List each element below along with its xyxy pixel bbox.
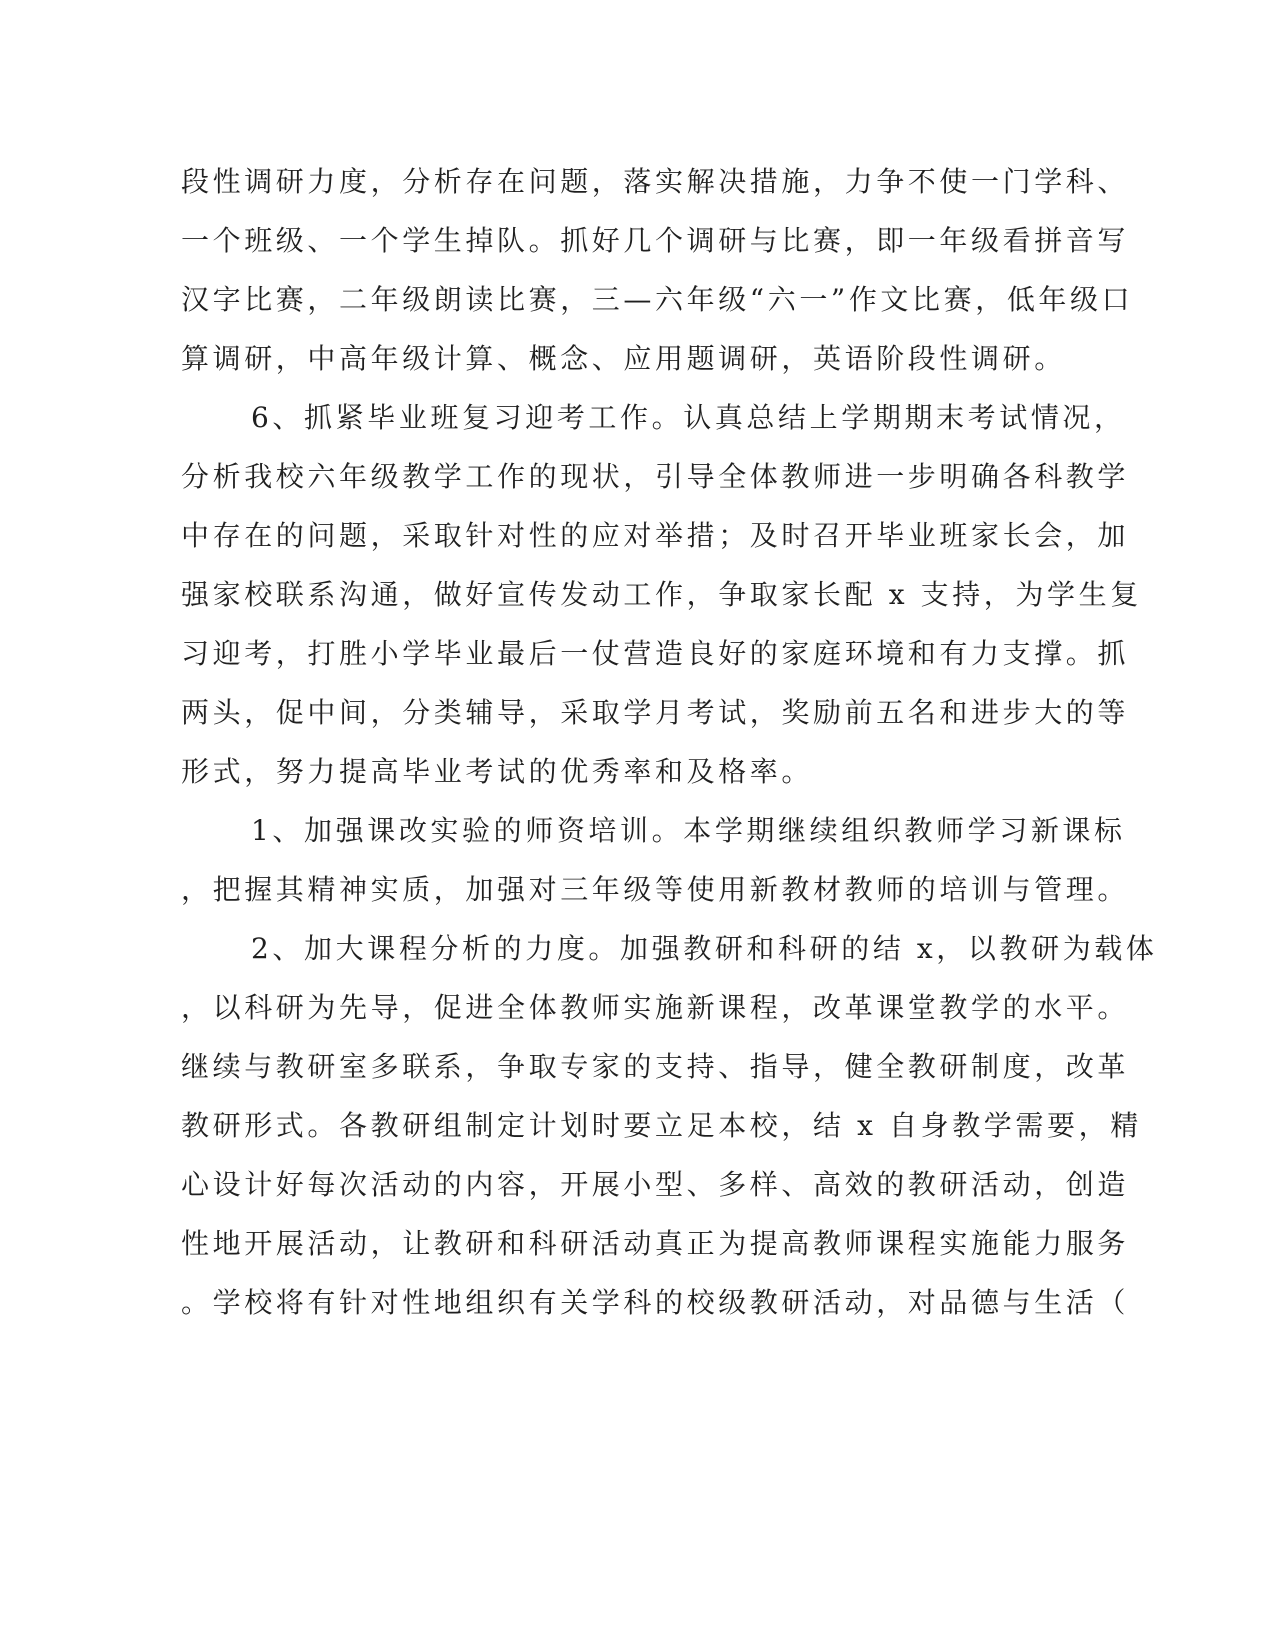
text-line: 形式，努力提高毕业考试的优秀率和及格率。 <box>181 755 814 788</box>
paragraph-start-line: 6、抓紧毕业班复习迎考工作。认真总结上学期期末考试情况， <box>251 401 1126 434</box>
text-line: 习迎考，打胜小学毕业最后一仗营造良好的家庭环境和有力支撑。抓 <box>181 637 1130 670</box>
text-line: ，以科研为先导，促进全体教师实施新课程，改革课堂教学的水平。 <box>181 991 1130 1024</box>
text-line: 算调研，中高年级计算、概念、应用题调研，英语阶段性调研。 <box>181 342 1066 375</box>
text-line: 。学校将有针对性地组织有关学科的校级教研活动，对品德与生活（ <box>181 1286 1130 1319</box>
paragraph-start-line: 1、加强课改实验的师资培训。本学期继续组织教师学习新课标 <box>251 814 1126 847</box>
text-line: 性地开展活动，让教研和科研活动真正为提高教师课程实施能力服务 <box>181 1227 1130 1260</box>
text-line: 段性调研力度，分析存在问题，落实解决措施，力争不使一门学科、 <box>181 165 1130 198</box>
text-line: 心设计好每次活动的内容，开展小型、多样、高效的教研活动，创造 <box>181 1168 1130 1201</box>
text-line: 汉字比赛，二年级朗读比赛，三—六年级“六一”作文比赛，低年级口 <box>181 283 1134 316</box>
text-line: 两头，促中间，分类辅导，采取学月考试，奖励前五名和进步大的等 <box>181 696 1130 729</box>
text-line: 教研形式。各教研组制定计划时要立足本校，结 x 自身教学需要，精 <box>181 1109 1142 1142</box>
text-line: 一个班级、一个学生掉队。抓好几个调研与比赛，即一年级看拼音写 <box>181 224 1130 257</box>
body-text <box>181 152 1158 1332</box>
text-line: ，把握其精神实质，加强对三年级等使用新教材教师的培训与管理。 <box>181 873 1130 906</box>
text-line: 中存在的问题，采取针对性的应对举措；及时召开毕业班家长会，加 <box>181 519 1130 552</box>
text-line: 分析我校六年级教学工作的现状，引导全体教师进一步明确各科教学 <box>181 460 1130 493</box>
text-line: 继续与教研室多联系，争取专家的支持、指导，健全教研制度，改革 <box>181 1050 1130 1083</box>
paragraph-start-line: 2、加大课程分析的力度。加强教研和科研的结 x，以教研为载体 <box>251 932 1158 965</box>
text-line: 强家校联系沟通，做好宣传发动工作，争取家长配 x 支持，为学生复 <box>181 578 1142 611</box>
